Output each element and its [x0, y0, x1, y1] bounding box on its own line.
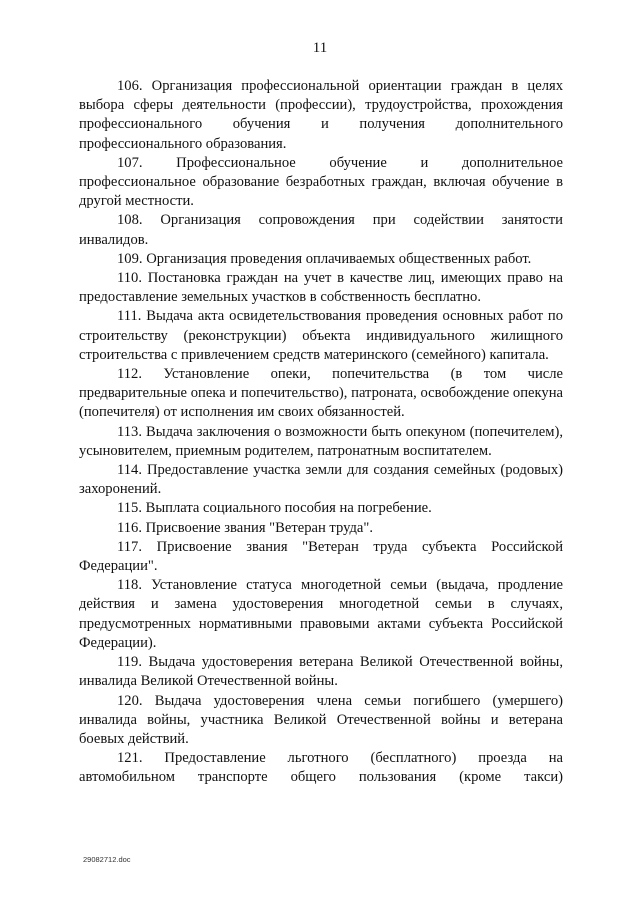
page-number: 11	[312, 40, 328, 56]
list-item-113: 113. Выдача заключения о возможности быть опекуном (попечителем), усыновителем, приемным родителем, патронатным воспитателем.	[79, 423, 563, 459]
list-item-106: 106. Организация профессиональной ориентации граждан в целях выбора сферы деятельности (профессии), трудоустройства, прохождения профессионального обучения и получения дополнительного профессионального образования.	[79, 78, 563, 152]
list-item-119: 119. Выдача удостоверения ветерана Великой Отечественной войны, инвалида Великой Отечественной войны.	[79, 654, 563, 690]
list-item-107: 107. Профессиональное обучение и дополнительное профессиональное образование безработных граждан, включая обучение в другой местности.	[79, 154, 563, 210]
list-item-109: 109. Организация проведения оплачиваемых общественных работ.	[117, 250, 532, 267]
file-name-footer: 29082712.doc	[83, 855, 131, 864]
list-item-115: 115. Выплата социального пособия на погребение.	[117, 500, 432, 517]
list-item-121: 121. Предоставление льготного (бесплатного) проезда на автомобильном транспорте общего пользования (кроме такси)	[79, 750, 563, 786]
list-item-110: 110. Постановка граждан на учет в качестве лиц, имеющих право на предоставление земельных участков в собственность бесплатно.	[79, 270, 563, 306]
list-item-111: 111. Выдача акта освидетельствования проведения основных работ по строительству (реконструкции) объекта индивидуального жилищного строительства с привлечением средств материнского (семейного) капитала.	[79, 308, 563, 363]
list-item-120: 120. Выдача удостоверения члена семьи погибшего (умершего) инвалида войны, участника Великой Отечественной войны и ветерана боевых действий.	[79, 692, 563, 747]
list-item-114: 114. Предоставление участка земли для создания семейных (родовых) захоронений.	[79, 462, 563, 498]
list-item-118: 118. Установление статуса многодетной семьи (выдача, продление действия и замена удостоверения многодетной семьи в случаях, предусмотренных нормативными правовыми актами субъекта Российской Федерации).	[79, 577, 563, 651]
list-item-108: 108. Организация сопровождения при содействии занятости инвалидов.	[79, 212, 563, 248]
list-item-112: 112. Установление опеки, попечительства (в том числе предварительные опека и попечительство), патроната, освобождение опекуна (попечителя) от исполнения им своих обязанностей.	[79, 366, 563, 421]
document-body	[79, 77, 563, 788]
list-item-117: 117. Присвоение звания "Ветеран труда субъекта Российской Федерации".	[79, 538, 563, 575]
list-item-116: 116. Присвоение звания "Ветеран труда".	[117, 519, 373, 536]
